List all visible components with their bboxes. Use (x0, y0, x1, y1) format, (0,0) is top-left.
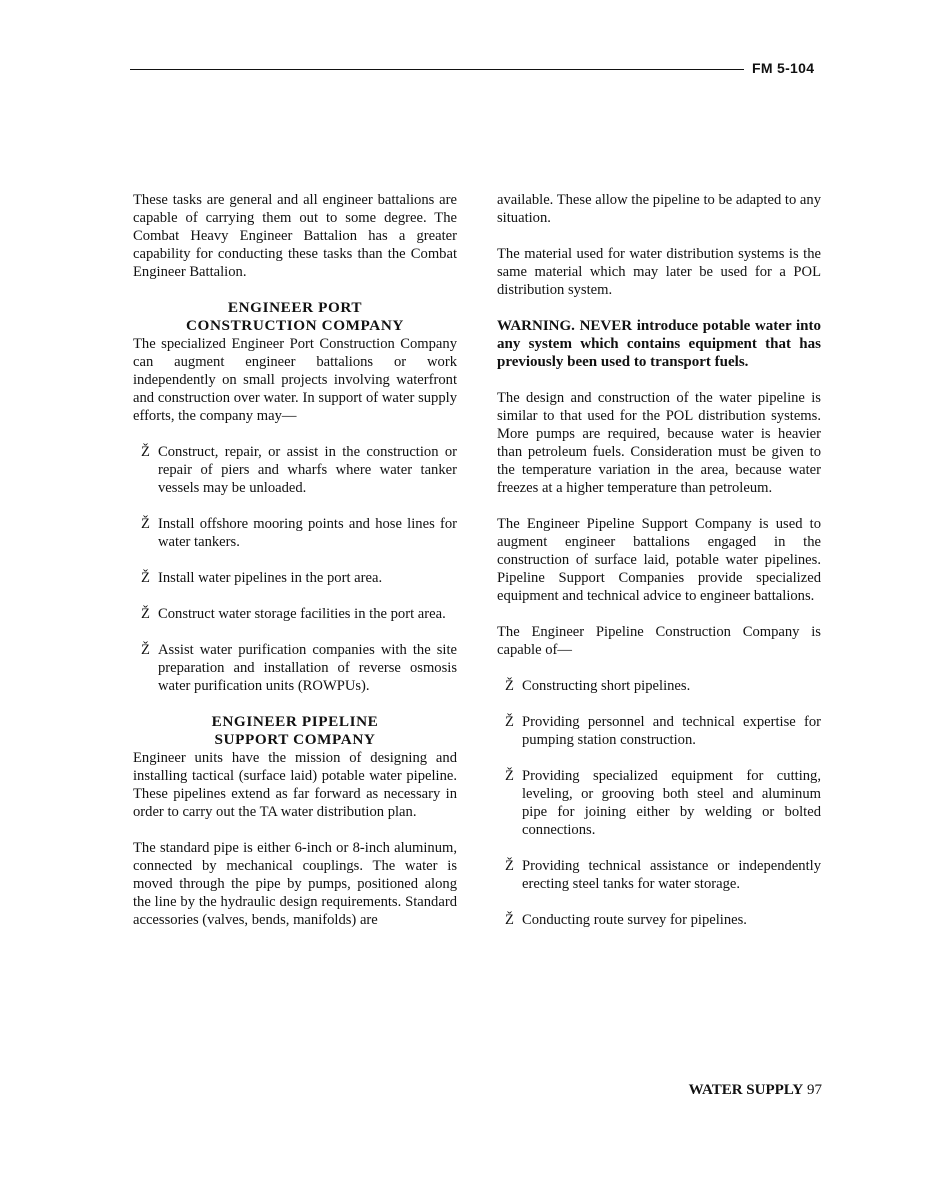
port-company-heading-line-1: ENGINEER PORT (227, 299, 363, 316)
bullet-mark: Ž (505, 768, 514, 784)
list-item-text: Install water pipelines in the port area. (158, 570, 383, 586)
bullet-mark: Ž (505, 678, 514, 694)
list-item (133, 569, 457, 587)
continued-paragraph: available. These allow the pipeline to be adapted to any situation. (497, 192, 821, 226)
list-item-text: Construct, repair, or assist in the construction or repair of piers and wharfs where water tanker vessels may be unloaded. (158, 444, 457, 496)
list-item-text: Construct water storage facilities in the port area. (158, 606, 446, 622)
port-company-heading-line-2: CONSTRUCTION COMPANY (185, 317, 405, 334)
bullet-mark: Ž (141, 570, 150, 586)
list-item-text: Constructing short pipelines. (522, 678, 691, 694)
list-item-text: Assist water purification companies with the site preparation and installation of reverse osmosis water purification units (ROWPUs). (158, 642, 457, 694)
list-item (497, 857, 821, 893)
bullet-mark: Ž (141, 444, 150, 460)
bullet-mark: Ž (505, 912, 514, 928)
pipeline-support-heading-line-2: SUPPORT COMPANY (214, 731, 376, 748)
list-item-text: Providing personnel and technical expertise for pumping station construction. (522, 714, 821, 748)
list-item (133, 641, 457, 695)
list-item (133, 515, 457, 551)
bullet-mark: Ž (141, 642, 150, 658)
right-column (497, 191, 821, 947)
bullet-mark: Ž (141, 516, 150, 532)
left-column (133, 191, 457, 947)
list-item (497, 911, 821, 929)
support-company-paragraph: The Engineer Pipeline Support Company is used to augment engineer battalions engaged in the construction of surface laid, potable water pipelines. Pipeline Support Companies provide specialized equipment and technical advice to engineer battalions. (497, 516, 821, 604)
pipeline-support-intro: Engineer units have the mission of designing and installing tactical (surface laid) potable water pipeline. These pipelines extend as far forward as necessary in order to carry out the TA water distribution plan. (133, 750, 457, 820)
list-item-text: Providing specialized equipment for cutting, leveling, or grooving both steel and aluminum pipe for joining either by welding or bolted connections. (522, 768, 821, 838)
material-paragraph: The material used for water distribution systems is the same material which may later be used for a POL distribution system. (497, 246, 821, 298)
page-number: 97 (807, 1082, 822, 1098)
bullet-mark: Ž (505, 714, 514, 730)
list-item (133, 443, 457, 497)
list-item-text: Conducting route survey for pipelines. (522, 912, 747, 928)
intro-paragraph: These tasks are general and all engineer battalions are capable of carrying them out to some degree. The Combat Heavy Engineer Battalion has a greater capability for conducting these tasks than the Combat Engineer Battalion. (133, 192, 457, 280)
standard-pipe-paragraph: The standard pipe is either 6-inch or 8-inch aluminum, connected by mechanical couplings. The water is moved through the pipe by pumps, positioned along the line by the hydraulic design requirements. Standard accessories (valves, bends, manifolds) are (133, 840, 457, 928)
list-item (497, 677, 821, 695)
construction-company-intro: The Engineer Pipeline Construction Company is capable of— (497, 624, 821, 658)
warning-paragraph: WARNING. NEVER introduce potable water into any system which contains equipment that has previously been used to transport fuels. (497, 318, 821, 370)
list-item-text: Install offshore mooring points and hose lines for water tankers. (158, 516, 457, 550)
list-item (497, 767, 821, 839)
bullet-mark: Ž (141, 606, 150, 622)
bullet-mark: Ž (505, 858, 514, 874)
footer-section-title: WATER SUPPLY (688, 1082, 804, 1098)
list-item-text: Providing technical assistance or independently erecting steel tanks for water storage. (522, 858, 821, 892)
list-item (497, 713, 821, 749)
page-footer (689, 1082, 822, 1099)
list-item (133, 605, 457, 623)
document-id: FM 5-104 (752, 60, 815, 76)
port-company-intro: The specialized Engineer Port Construction Company can augment engineer battalions or work independently on small projects involving waterfront and construction over water. In support of water supply efforts, the company may— (133, 336, 457, 424)
pipeline-support-heading-line-1: ENGINEER PIPELINE (211, 713, 379, 730)
header-rule (130, 69, 744, 70)
design-paragraph: The design and construction of the water pipeline is similar to that used for the POL distribution systems. More pumps are required, because water is heavier than petroleum fuels. Consideration must be given to the temperature variation in the area, because water freezes at a higher temperature than petroleum. (497, 390, 821, 496)
